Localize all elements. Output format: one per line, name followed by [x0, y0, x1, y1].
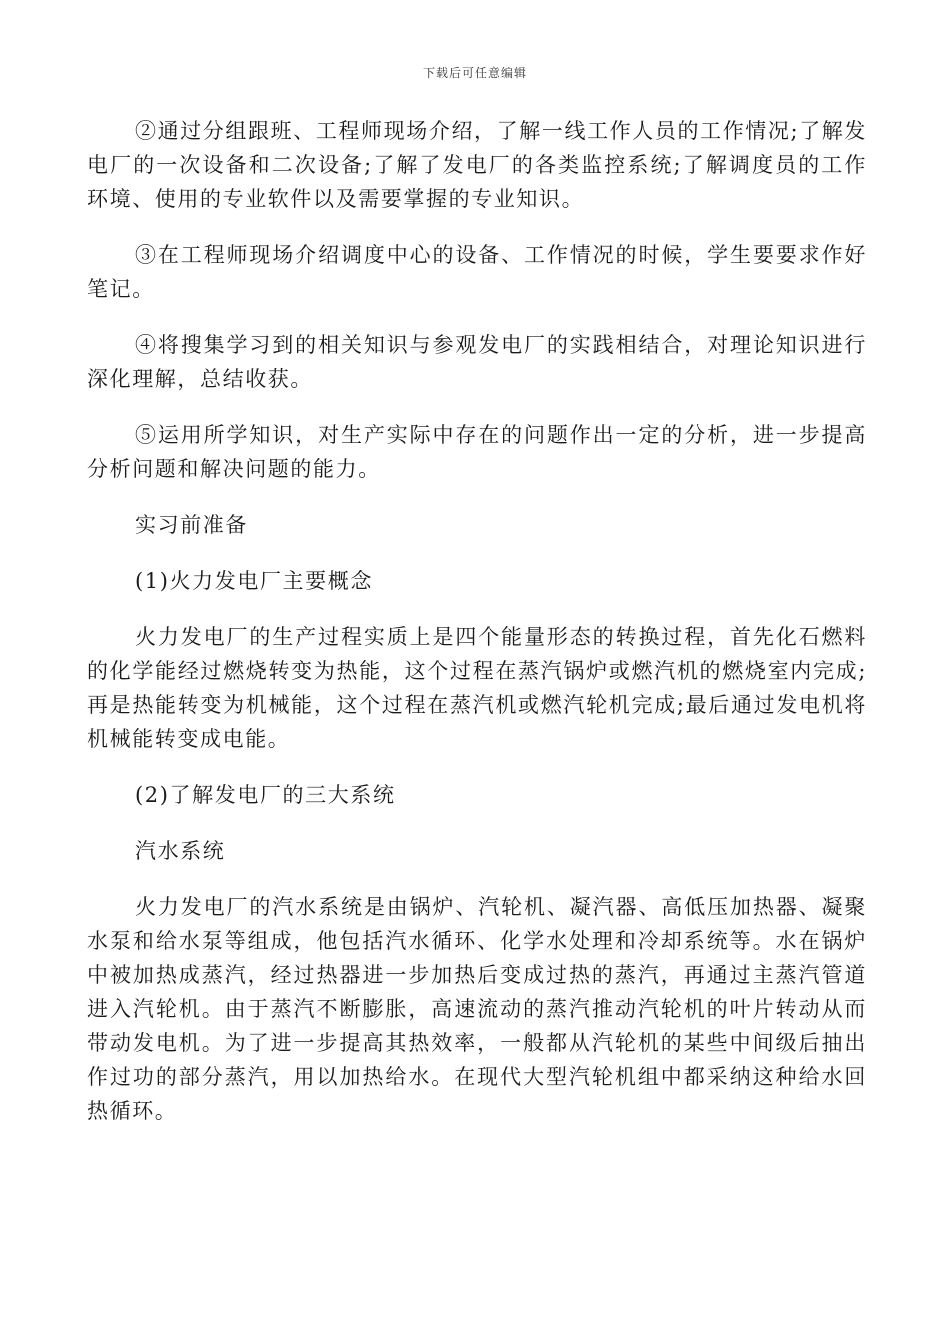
page-header: 下载后可任意编辑	[422, 66, 527, 80]
paragraph-steam-water-system: 火力发电厂的汽水系统是由锅炉、汽轮机、凝汽器、高低压加热器、凝聚水泵和给水泵等组成，他包括汽水循环、化学水处理和冷却系统等。水在锅炉中被加热成蒸汽，经过热器进一步加热后变成过热的蒸汽，再通过主蒸汽管道进入汽轮机。由于蒸汽不断膨胀，高速流动的蒸汽推动汽轮机的叶片转动从而带动发电机。为了进一步提高其热效率，一般都从汽轮机的某些中间级后抽出作过功的部分蒸汽，用以加热给水。在现代大型汽轮机组中都采纳这种给水回热循环。	[87, 895, 867, 1123]
paragraph-item-2: ②通过分组跟班、工程师现场介绍，了解一线工作人员的工作情况;了解发电厂的一次设备和二次设备;了解了发电厂的各类监控系统;了解调度员的工作环境、使用的专业软件以及需要掌握的专业知识。	[87, 119, 867, 211]
subheading-steam-water-system: 汽水系统	[135, 839, 226, 863]
paragraph-item-4: ④将搜集学习到的相关知识与参观发电厂的实践相结合，对理论知识进行深化理解，总结收获。	[87, 333, 867, 391]
subheading-three-systems: (2)了解发电厂的三大系统	[135, 783, 396, 807]
document-body	[87, 114, 867, 1128]
paragraph-item-3: ③在工程师现场介绍调度中心的设备、工作情况的时候，学生要要求作好笔记。	[87, 243, 867, 301]
subheading-main-concepts: (1)火力发电厂主要概念	[135, 569, 373, 593]
section-heading-preparation: 实习前准备	[135, 513, 248, 537]
paragraph-item-5: ⑤运用所学知识，对生产实际中存在的问题作出一定的分析，进一步提高分析问题和解决问题的能力。	[87, 423, 867, 481]
paragraph-concepts: 火力发电厂的生产过程实质上是四个能量形态的转换过程，首先化石燃料的化学能经过燃烧转变为热能，这个过程在蒸汽锅炉或燃汽机的燃烧室内完成;再是热能转变为机械能，这个过程在蒸汽机或燃汽轮机完成;最后通过发电机将机械能转变成电能。	[87, 625, 867, 751]
